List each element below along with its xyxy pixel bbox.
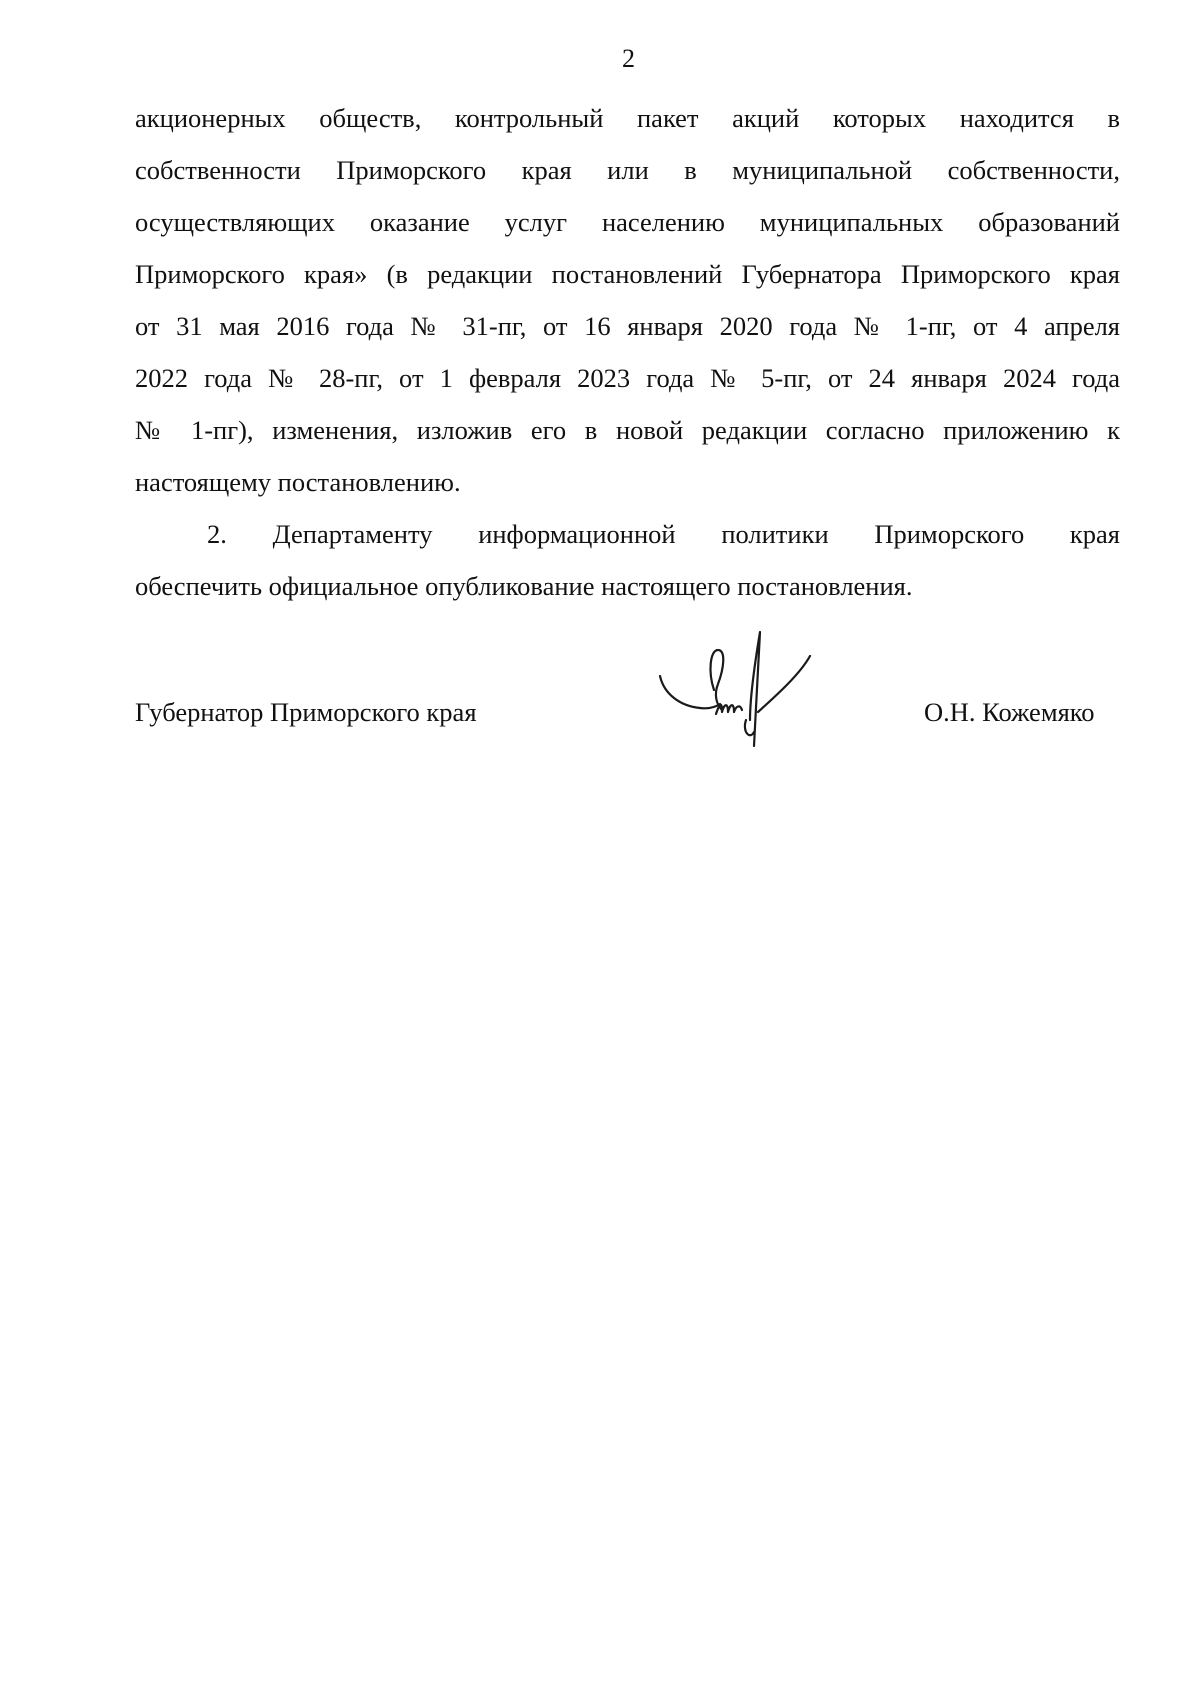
paragraph-1: [135, 92, 1120, 508]
page-number: 2: [622, 44, 635, 73]
text-line: № 1-пг), изменения, изложив его в новой редакции согласно приложению к: [135, 415, 1120, 445]
text-line: Приморского края» (в редакции постановлений Губернатора Приморского края: [135, 259, 1120, 289]
handwritten-signature: [650, 628, 830, 758]
document-body: [135, 92, 1120, 612]
signatory-position: Губернатор Приморского края: [135, 697, 477, 727]
text-line: 2022 года № 28-пг, от 1 февраля 2023 года № 5-пг, от 24 января 2024 года: [135, 363, 1120, 393]
text-line: 2. Департаменту информационной политики Приморского края: [207, 519, 1120, 549]
text-line: осуществляющих оказание услуг населению муниципальных образований: [135, 207, 1120, 237]
paragraph-2: [135, 508, 1120, 612]
signatory-name: О.Н. Кожемяко: [924, 697, 1095, 727]
text-line: собственности Приморского края или в муниципальной собственности,: [135, 155, 1120, 185]
text-line: обеспечить официальное опубликование настоящего постановления.: [135, 571, 913, 601]
text-line: акционерных обществ, контрольный пакет акций которых находится в: [135, 103, 1120, 133]
signature-block: [0, 628, 1200, 768]
text-line: настоящему постановлению.: [135, 467, 461, 497]
text-line: от 31 мая 2016 года № 31-пг, от 16 января 2020 года № 1-пг, от 4 апреля: [135, 311, 1120, 341]
